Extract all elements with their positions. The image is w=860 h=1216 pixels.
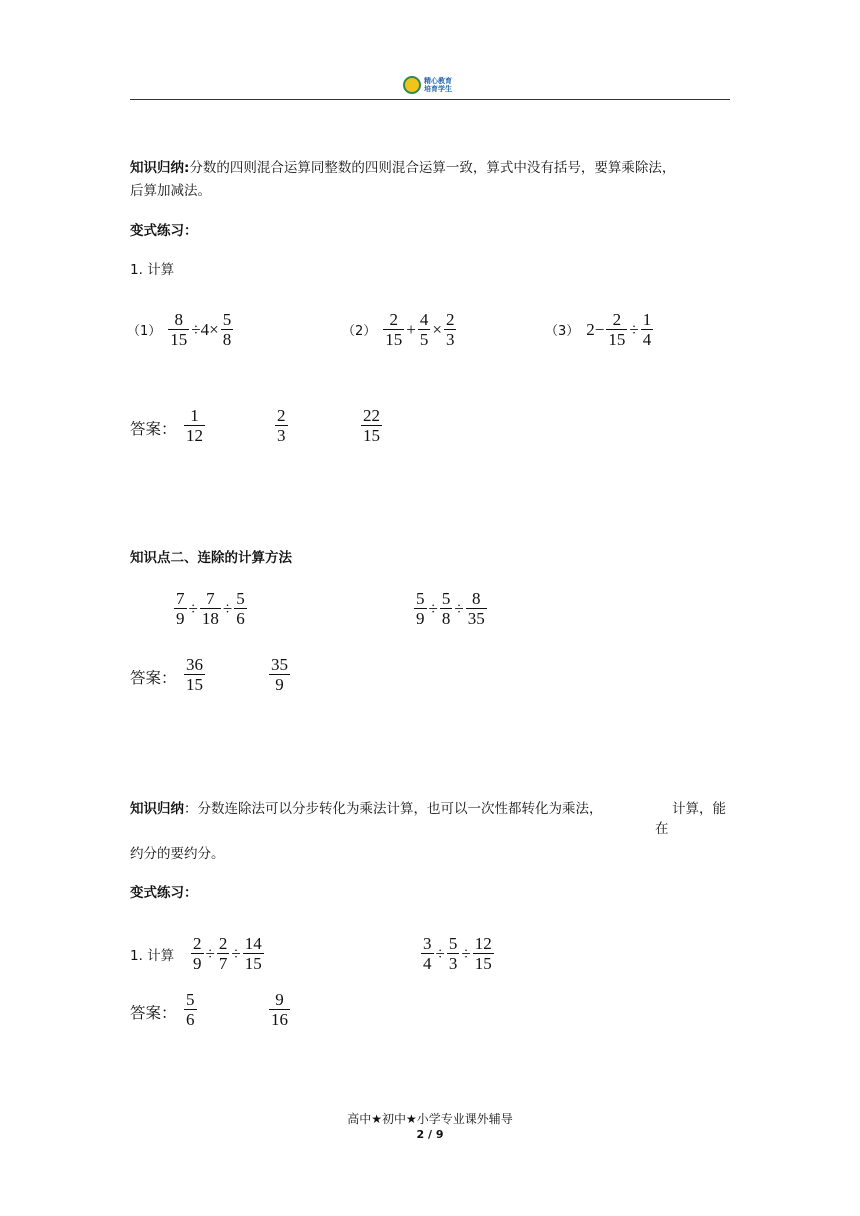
denominator: 15 bbox=[186, 675, 203, 694]
numerator: 7 bbox=[206, 589, 215, 608]
problem-label: （2） bbox=[342, 324, 377, 339]
fraction bbox=[269, 990, 290, 1029]
summary-2-label: 知识归纳 bbox=[130, 801, 184, 817]
header-logo bbox=[403, 76, 452, 94]
denominator: 15 bbox=[244, 954, 262, 973]
summary-2 bbox=[130, 798, 603, 820]
answer-2-label: 答案： bbox=[130, 669, 177, 687]
fraction bbox=[444, 310, 457, 349]
operator: ÷ bbox=[629, 319, 639, 339]
fraction bbox=[184, 655, 205, 694]
denominator: 16 bbox=[271, 1010, 288, 1029]
summary-1-text: 分数的四则混合运算同整数的四则混合运算一致，算式中没有括号，要算乘除法， bbox=[189, 160, 676, 176]
operator: ÷ bbox=[188, 598, 198, 618]
denominator: 15 bbox=[363, 426, 380, 445]
fraction bbox=[641, 310, 654, 349]
problem-1-1 bbox=[127, 310, 234, 349]
logo-text-line2: 培育学生 bbox=[424, 85, 452, 93]
fraction bbox=[383, 310, 404, 349]
operator: ÷ bbox=[205, 943, 215, 963]
denominator: 12 bbox=[186, 426, 203, 445]
fraction bbox=[473, 934, 494, 973]
answer-2-2 bbox=[268, 655, 291, 694]
numerator: 5 bbox=[222, 310, 232, 329]
denominator: 5 bbox=[419, 330, 429, 349]
fraction bbox=[421, 934, 434, 973]
numerator: 3 bbox=[423, 934, 432, 953]
fraction bbox=[447, 934, 460, 973]
denominator: 8 bbox=[441, 609, 451, 628]
answer-3-1 bbox=[183, 990, 198, 1029]
numerator: 5 bbox=[236, 589, 245, 608]
logo-text bbox=[424, 77, 452, 93]
fraction bbox=[234, 589, 247, 628]
denominator: 6 bbox=[186, 1010, 195, 1029]
denominator: 15 bbox=[474, 954, 492, 973]
fraction bbox=[466, 589, 487, 628]
fraction bbox=[168, 310, 189, 349]
fraction bbox=[191, 934, 204, 973]
fraction bbox=[174, 589, 187, 628]
operator: 2− bbox=[586, 319, 605, 339]
numerator: 2 bbox=[277, 406, 286, 425]
problem-3-2 bbox=[420, 934, 495, 973]
fraction bbox=[414, 589, 427, 628]
numerator: 2 bbox=[445, 310, 455, 329]
problem-2-2 bbox=[413, 589, 488, 628]
problem-label: （3） bbox=[545, 324, 580, 339]
fraction bbox=[269, 655, 290, 694]
operator: ÷ bbox=[435, 943, 445, 963]
practice-2-heading: 变式练习： bbox=[130, 885, 198, 901]
numerator: 22 bbox=[363, 406, 380, 425]
answer-3-2 bbox=[268, 990, 291, 1029]
numerator: 14 bbox=[244, 934, 262, 953]
numerator: 8 bbox=[174, 310, 184, 329]
denominator: 4 bbox=[423, 954, 432, 973]
answer-1-label: 答案： bbox=[130, 420, 177, 438]
summary-1-text-line2: 后算加减法。 bbox=[130, 183, 211, 199]
summary-2-zai: 在 bbox=[655, 821, 669, 837]
denominator: 3 bbox=[445, 330, 455, 349]
fraction bbox=[606, 310, 627, 349]
fraction bbox=[200, 589, 221, 628]
numerator: 35 bbox=[271, 655, 288, 674]
numerator: 36 bbox=[186, 655, 203, 674]
logo-emblem-icon bbox=[403, 76, 421, 94]
numerator: 7 bbox=[176, 589, 185, 608]
operator: ÷4× bbox=[191, 319, 219, 339]
answer-2-1 bbox=[183, 655, 206, 694]
problem-label: （1） bbox=[127, 324, 162, 339]
problem-1-3 bbox=[545, 310, 654, 349]
numerator: 9 bbox=[275, 990, 284, 1009]
practice-1-heading: 变式练习： bbox=[130, 223, 198, 239]
denominator: 7 bbox=[218, 954, 228, 973]
problem-3-1 bbox=[190, 934, 265, 973]
operator: × bbox=[432, 319, 442, 339]
fraction bbox=[221, 310, 234, 349]
summary-1 bbox=[130, 157, 735, 179]
denominator: 9 bbox=[193, 954, 202, 973]
denominator: 15 bbox=[385, 330, 403, 349]
operator: ÷ bbox=[454, 598, 464, 618]
denominator: 18 bbox=[201, 609, 219, 628]
answer-1-2 bbox=[274, 406, 289, 445]
numerator: 5 bbox=[416, 589, 425, 608]
numerator: 5 bbox=[448, 934, 458, 953]
numerator: 2 bbox=[389, 310, 399, 329]
numerator: 5 bbox=[186, 990, 195, 1009]
denominator: 3 bbox=[277, 426, 286, 445]
numerator: 1 bbox=[190, 406, 199, 425]
fraction bbox=[217, 934, 230, 973]
numerator: 4 bbox=[419, 310, 429, 329]
page-number: 2 / 9 bbox=[416, 1128, 444, 1141]
denominator: 9 bbox=[275, 675, 284, 694]
fraction bbox=[243, 934, 264, 973]
answer-1-1 bbox=[183, 406, 206, 445]
numerator: 2 bbox=[193, 934, 202, 953]
denominator: 8 bbox=[222, 330, 232, 349]
denominator: 4 bbox=[642, 330, 652, 349]
header-divider bbox=[130, 99, 730, 100]
denominator: 35 bbox=[467, 609, 485, 628]
denominator: 9 bbox=[416, 609, 425, 628]
section-2-heading: 知识点二、连除的计算方法 bbox=[130, 550, 292, 566]
numerator: 1 bbox=[642, 310, 652, 329]
operator: ÷ bbox=[428, 598, 438, 618]
denominator: 3 bbox=[448, 954, 458, 973]
fraction bbox=[418, 310, 431, 349]
fraction bbox=[184, 406, 205, 445]
problem-1-2 bbox=[342, 310, 457, 349]
answer-3-label: 答案： bbox=[130, 1004, 177, 1022]
footer-text: 高中★初中★小学专业课外辅导 bbox=[347, 1112, 513, 1126]
summary-2-text-line2: 约分的要约分。 bbox=[130, 846, 225, 862]
practice-2-item: 1. 计算 bbox=[130, 948, 175, 964]
numerator: 8 bbox=[471, 589, 481, 608]
summary-2-text: ：分数连除法可以分步转化为乘法计算，也可以一次性都转化为乘法， bbox=[184, 801, 603, 817]
answer-1-3 bbox=[360, 406, 383, 445]
denominator: 9 bbox=[176, 609, 185, 628]
summary-2-tail: 计算，能 bbox=[672, 801, 726, 817]
operator: ÷ bbox=[461, 943, 471, 963]
numerator: 2 bbox=[612, 310, 622, 329]
numerator: 2 bbox=[218, 934, 228, 953]
problem-2-1 bbox=[173, 589, 248, 628]
fraction bbox=[184, 990, 197, 1029]
fraction bbox=[361, 406, 382, 445]
fraction bbox=[275, 406, 288, 445]
denominator: 6 bbox=[236, 609, 245, 628]
logo-text-line1: 精心教育 bbox=[424, 77, 452, 85]
operator: ÷ bbox=[222, 598, 233, 618]
numerator: 5 bbox=[441, 589, 451, 608]
denominator: 15 bbox=[608, 330, 626, 349]
operator: + bbox=[406, 319, 416, 339]
operator: ÷ bbox=[231, 943, 241, 963]
practice-1-item: 1. 计算 bbox=[130, 262, 175, 278]
numerator: 12 bbox=[474, 934, 492, 953]
fraction bbox=[440, 589, 453, 628]
denominator: 15 bbox=[170, 330, 188, 349]
summary-1-label: 知识归纳: bbox=[130, 160, 190, 176]
